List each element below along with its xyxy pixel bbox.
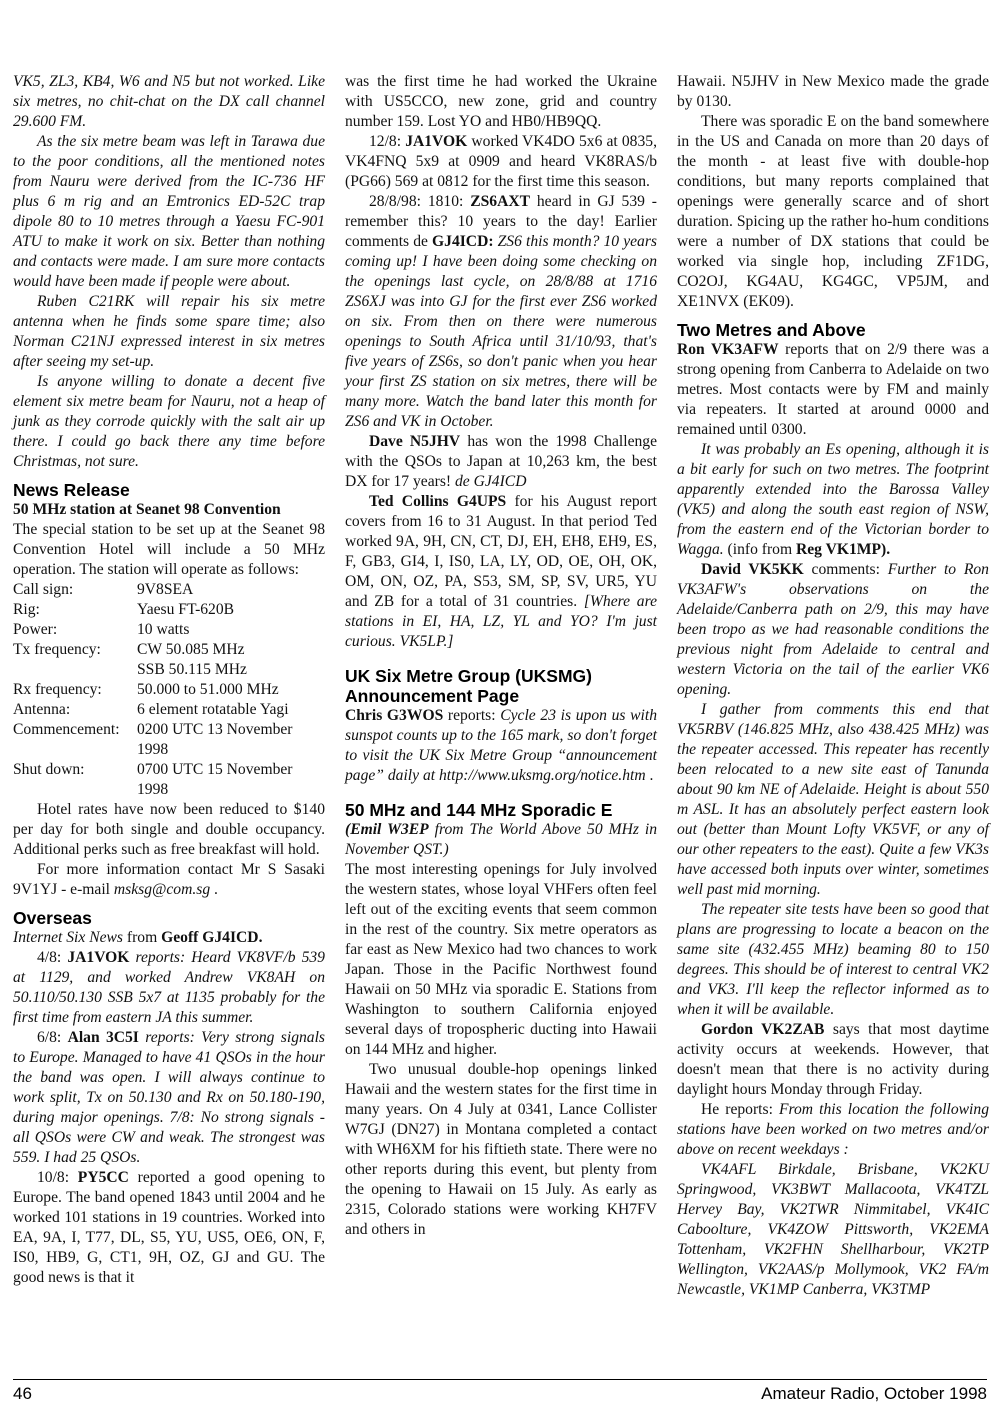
footer-rule: [13, 1379, 987, 1380]
subheading: 50 MHz station at Seanet 98 Convention: [13, 501, 281, 518]
spec-key: Tx frequency:: [13, 641, 101, 658]
station-specs: [13, 580, 325, 800]
email-address: msksg@com.sg: [113, 881, 211, 898]
callsign: David VK5KK: [701, 561, 804, 578]
text: reports that on 2/9 there was a strong opening from Canberra to Adelaide on two metres. Most contacts were by FM and mainly via repeaters. It started at around 0000 and remained until 0300.: [677, 341, 989, 438]
paragraph: Two unusual double-hop openings linked Hawaii and the western states for the first time in many years. On 4 July at 0341, Lance Collister W7GJ (DN27) in Montana completed a contact with WH6XM for his fiftieth state. There were no other reports during this event, but plenty from the opening to Hawaii on 15 July. As early as 2315, Colorado stations were working KH7FV and others in: [345, 1061, 657, 1238]
callsign: JA1VOK: [67, 949, 130, 966]
callsign: Reg VK1MP).: [795, 541, 891, 558]
callsign: Alan 3C5I: [67, 1029, 139, 1046]
spec-value: 0200 UTC 13 November: [137, 721, 293, 738]
spec-key: Commencement:: [13, 721, 120, 738]
spec-value: 6 element rotatable Yagi: [137, 701, 289, 718]
attribution: de GJ4ICD: [455, 473, 527, 490]
callsign: ZS6AXT: [470, 193, 531, 210]
spec-value: 10 watts: [137, 621, 190, 638]
text: heard in GJ 539 - remember this? 10 years to the day! Earlier comments de: [345, 193, 657, 250]
paragraph: The repeater site tests have been so good that plans are progressing to locate a beacon on the same site (432.455 MHz) beaming 80 to 150 degrees. This should be of interest to central VK2 and VK3. I'll keep the reflector informed as to when it will be available.: [677, 901, 989, 1018]
date: 28/8/98: 1810:: [369, 193, 471, 210]
station-list: VK4AFL Birkdale, Brisbane, VK2KU Springwood, VK3BWT Mallacoota, VK4TZL Hervey Bay, VK2TWR Nimmitabel, VK4IC Caboolture, VK4ZOW Pittsworth, VK2EMA Tottenham, VK2FHN Shellharbour, VK2TP Wellington, VK2AAS/p Mollymook, VK2 FA/m Newcastle, VK1MP Canberra, VK3TMP: [677, 1161, 989, 1298]
paragraph: There was sporadic E on the band somewhere in the US and Canada on more than 20 days of the month - at least five with double-hop conditions, but many reports complained that openings were generally scarce and of short duration. Spicing up the rather ho-hum conditions were a number of DX stations that could be worked via single hop, including ZF1DG, CO2OJ, KG4AU, KG4GC, VP5JM, and XE1NVX (EK09).: [677, 113, 989, 310]
paragraph: Hotel rates have now been reduced to $140 per day for both single and double occupancy. Additional perks such as free breakfast will hold.: [13, 801, 325, 858]
column-1: [13, 72, 325, 1288]
quote-text: Further to Ron VK3AFW's observations on the Adelaide/Canberra path on 2/9, this may have been tropo as we had reasonable conditions the previous night from Adelaide to central and western Victoria on the tail of the earlier VK6 opening.: [677, 561, 989, 698]
paragraph: Ruben C21RK will repair his six metre antenna when he finds some spare time; also Norman C21NJ expressed interest in six metres after seeing my set-up.: [13, 293, 325, 370]
section-heading-uksmg: UK Six Metre Group (UKSMG) Announcement Page: [345, 666, 592, 706]
editor-note: [Where are stations in EI, HA, LZ, YL and YO? I'm just curious. VK5LP.]: [345, 593, 657, 650]
paragraph: [13, 1028, 325, 1168]
spec-key: Rig:: [13, 601, 40, 618]
spec-value: 1998: [137, 781, 169, 798]
callsign: (Emil W3EP: [345, 821, 429, 838]
spec-key: [13, 740, 137, 760]
section-heading-news-release: News Release: [13, 480, 130, 500]
text: worked VK4DO 5x6 at 0835, VK4FNQ 5x9 at 0909 and heard VK8RAS/b (PG66) 569 at 0812 for the first time this season.: [345, 133, 657, 190]
paragraph: [677, 1100, 989, 1160]
date: 12/8:: [369, 133, 406, 150]
paragraph: Hawaii. N5JHV in New Mexico made the grade by 0130.: [677, 73, 989, 110]
spec-key: [13, 660, 137, 680]
paragraph: [345, 132, 657, 192]
quote-text: From this location the following stations have been worked on two metres and/or above on recent weekdays :: [677, 1101, 989, 1158]
credit-text: from The World Above 50 MHz in November QST.): [345, 821, 657, 858]
spec-key: Call sign:: [13, 581, 74, 598]
paragraph: [345, 192, 657, 432]
text: reports:: [443, 707, 501, 724]
spec-key: Rx frequency:: [13, 681, 102, 698]
text: for his August report covers from 16 to 31 August. In that period Ted worked 9A, 9H, CN, CT, DJ, EH, EH8, EH9, ES, F, GB3, GI4, I, IS0, LA, LY, OD, OE, OH, OK, OM, ON, OZ, PA, S53, SM, SP, SV, UR5, YU and ZB for a total of 31 countries.: [345, 493, 657, 610]
paragraph: [13, 948, 325, 1028]
source-name: Internet Six News: [13, 929, 124, 946]
callsign: Dave N5JHV: [369, 433, 461, 450]
paragraph: [677, 1020, 989, 1100]
spec-value: SSB 50.115 MHz: [137, 661, 247, 678]
spec-key: Antenna:: [13, 701, 71, 718]
paragraph: VK5, ZL3, KB4, W6 and N5 but not worked. Like six metres, no chit-chat on the DX call channel 29.600 FM.: [13, 73, 325, 130]
spec-value: 0700 UTC 15 November: [137, 761, 293, 778]
callsign: GJ4ICD:: [432, 233, 494, 250]
spec-value: Yaesu FT-620B: [137, 601, 235, 618]
report-text: reports: Heard VK8VF/b 539 at 1129, and worked Andrew VK8AH on 50.110/50.130 SSB 5x7 at 1135 probably for the first time from eastern JA this summer.: [13, 949, 325, 1026]
spec-key: Shut down:: [13, 761, 85, 778]
text: has won the 1998 Challenge with the QSOs to Japan at 10,263 km, the best DX for 17 years!: [345, 433, 658, 490]
text: says that most daytime activity occurs at weekends. However, that doesn't mean that there is no activity during daylight hours Monday through Friday.: [677, 1021, 990, 1098]
paragraph: [345, 706, 657, 786]
callsign: Geoff GJ4ICD.: [161, 929, 263, 946]
text: from: [123, 929, 162, 946]
publication-title: Amateur Radio, October 1998: [761, 1384, 987, 1403]
callsign: Ron VK3AFW: [677, 341, 779, 358]
text: .: [210, 881, 218, 898]
callsign: PY5CC: [77, 1169, 129, 1186]
spec-value: 9V8SEA: [137, 581, 194, 598]
text: .: [645, 767, 654, 784]
paragraph: [345, 432, 657, 492]
paragraph: [13, 1168, 325, 1288]
date: 4/8:: [37, 949, 68, 966]
quote-text: ZS6 this month? 10 years coming up! I have been doing some checking on the openings last cycle, on 28/8/88 at 1716 ZS6XJ was into GJ for the first ever ZS6 worked on six. From then on there were numerous openings to South Africa until 31/10/93, that's five years of ZS6s, so don't panic when you hear your first ZS station on six metres, there will be many more. Watch the band later this month for ZS6 and VK in October.: [345, 233, 657, 430]
callsign: JA1VOK: [405, 133, 468, 150]
report-text: reports: Very strong signals to Europe. Managed to have 41 QSOs in the hour the band was open. I will always continue to work split, Tx on 50.130 and Rx on 50.180-190, during major openings. 7/8: No strong signals - all QSOs were CW and weak. The strongest was 559. I had 25 QSOs.: [13, 1029, 325, 1166]
column-3: [677, 72, 989, 1300]
section-heading-overseas: Overseas: [13, 908, 92, 928]
quote-text: Cycle 23 is upon us with sunspot counts up to the 165 mark, so don't forget to visit the UK Six Metre Group “announcement page” daily at http://www.uksmg.org/notice.htm: [345, 707, 657, 784]
paragraph: [345, 492, 657, 652]
callsign: Ted Collins G4UPS: [369, 493, 507, 510]
spec-key: [13, 780, 137, 800]
spec-value: CW 50.085 MHz: [137, 641, 245, 658]
date: 6/8:: [37, 1029, 68, 1046]
spec-value: 50.000 to 51.000 MHz: [137, 681, 279, 698]
text: comments:: [803, 561, 888, 578]
paragraph: was the first time he had worked the Ukraine with US5CCO, new zone, grid and country number 159. Lost YO and HB0/HB9QQ.: [345, 73, 657, 130]
report-text: reported a good opening to Europe. The band opened 1843 until 2004 and he worked 101 stations in 19 countries. Worked into EA, 9A, I, T77, DL, S5, YU, US5, OE6, ON, F, IS0, HB9, G, CT1, 9H, OZ, GJ and GU. The good news is that it: [13, 1169, 325, 1286]
column-2: [345, 72, 657, 1240]
spec-key: Power:: [13, 621, 58, 638]
paragraph: The special station to be set up at the Seanet 98 Convention Hotel will include a 50 MHz operation. The station will operate as follows:: [13, 521, 325, 578]
paragraph: [677, 340, 989, 440]
section-heading-sporadic-e: 50 MHz and 144 MHz Sporadic E: [345, 800, 613, 820]
paragraph: [13, 860, 325, 900]
text: (info from: [723, 541, 796, 558]
callsign: Chris G3WOS: [345, 707, 444, 724]
paragraph: Is anyone willing to donate a decent five element six metre beam for Nauru, not a heap of junk as they corrode quickly with the salt air up there. I could go back there any time before Christmas, not sure.: [13, 373, 325, 470]
paragraph: [345, 820, 657, 860]
section-heading-two-metres: Two Metres and Above: [677, 320, 866, 340]
callsign: Gordon VK2ZAB: [701, 1021, 825, 1038]
text: He reports:: [701, 1101, 779, 1118]
paragraph: I gather from comments this end that VK5RBV (146.825 MHz, also 438.425 MHz) was the repeater accessed. This repeater has recently been relocated to a new site east of Tanunda about 90 km NE of Adelaide. Height is about 550 m ASL. It has an absolutely perfect eastern look out (better than Mount Lofty VK5VF, or any of our other repeaters to the east). Quite a few VK3s have accessed both inputs over winter, sometimes well past mid morning.: [677, 701, 989, 898]
paragraph: [677, 440, 989, 560]
quote-text: It was probably an Es opening, although it is a bit early for such on two metres. The footprint apparently extended into the Barossa Valley (VK5) and along the south east region of NSW, from the eastern end of the Victorian border to Wagga.: [677, 441, 989, 558]
spec-value: 1998: [137, 741, 169, 758]
paragraph: As the six metre beam was left in Tarawa due to the poor conditions, all the mentioned notes from Nauru were derived from the IC-736 HF plus 6 m rig and an Emtronics ED-52C trap dipole 80 to 10 metres through a Yaesu FC-901 ATU to make it work on six. Better than nothing and contacts were made. I am sure more contacts would have been made if people were about.: [13, 133, 325, 290]
paragraph: [13, 928, 325, 948]
text: For more information contact Mr S Sasaki 9V1YJ - e-mail: [13, 861, 325, 898]
page-number: 46: [13, 1384, 32, 1403]
date: 10/8:: [37, 1169, 78, 1186]
paragraph: [677, 560, 989, 700]
paragraph: The most interesting openings for July involved the western states, whose loyal VHFers often feel left out of the exciting events that seem common in the rest of the country. Six metre operators as far east as New Mexico had two chances to work Japan. Those in the Pacific Northwest found Hawaii on 50 MHz via sporadic E. Stations from Washington to southern California enjoyed several days of tropospheric ducting into Hawaii on 144 MHz and higher.: [345, 861, 657, 1058]
